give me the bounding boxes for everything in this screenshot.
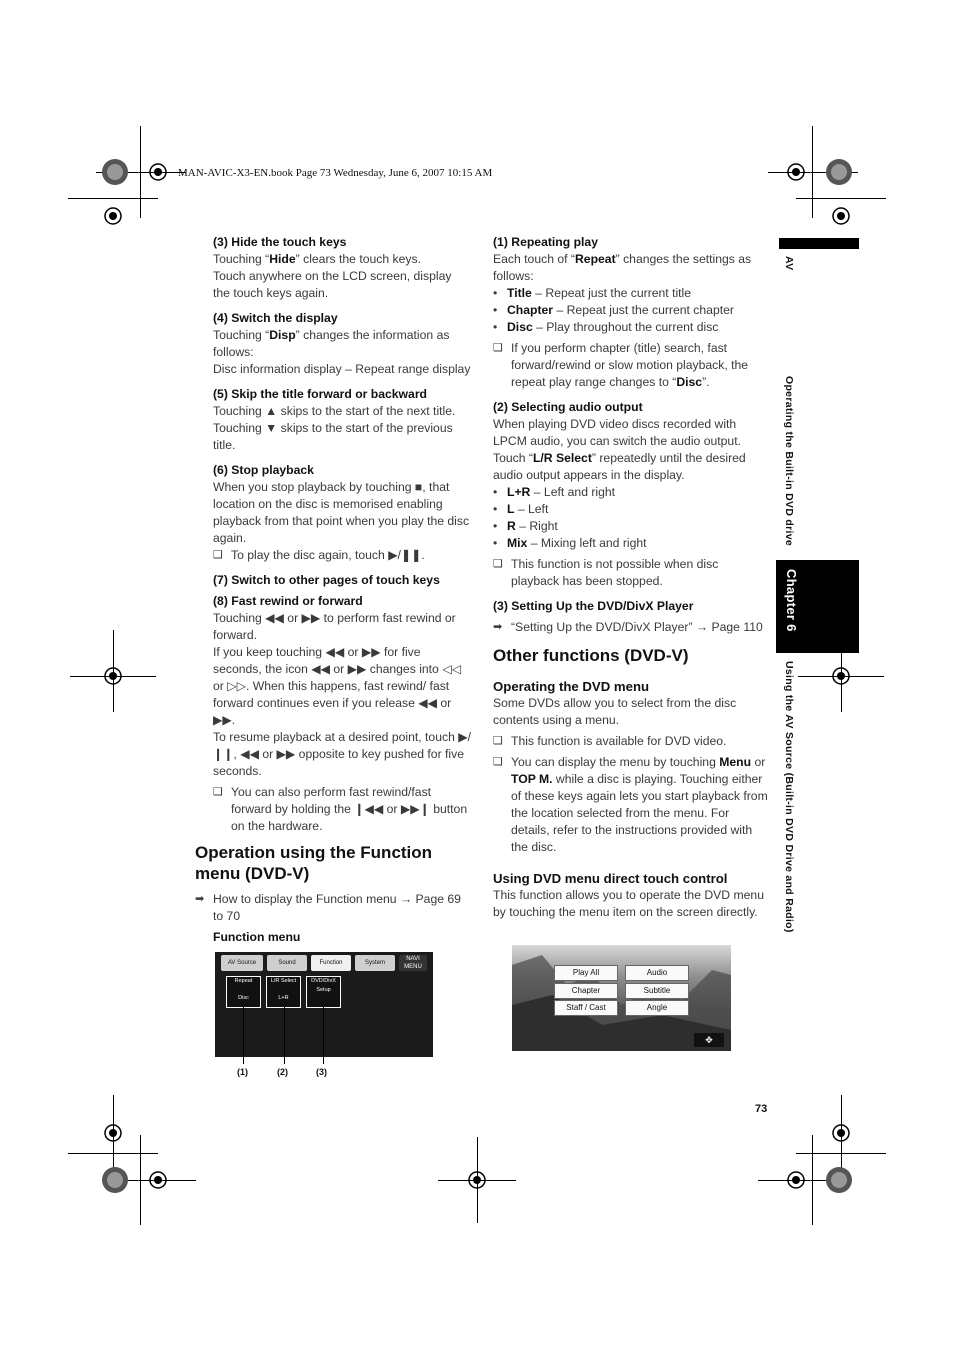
callout-label: (2) <box>277 1067 288 1077</box>
crosshair-icon <box>784 1168 808 1192</box>
section-heading: (7) Switch to other pages of touch keys <box>213 573 440 587</box>
subsection-title: Using DVD menu direct touch control <box>493 871 728 886</box>
note-icon: ❑ <box>213 786 223 798</box>
registration-mark-icon <box>100 1165 130 1195</box>
section-heading: (5) Skip the title forward or backward <box>213 387 428 401</box>
tab-system[interactable]: System <box>355 955 395 971</box>
side-av-label: AV <box>783 256 795 271</box>
play-pause-icon: ▶/❚❚ <box>388 548 422 562</box>
note-icon: ❑ <box>493 735 503 747</box>
callout-line <box>284 1006 285 1064</box>
direction-pad-icon[interactable]: ✥ <box>694 1033 724 1047</box>
left-column: (3) Hide the touch keys Touching “Hide” clears the touch keys. Touch anywhere on the LCD screen, display the touch keys again. (4) Switch the display Touching “Disp” changes the information as follows: Disc information display – Repeat range display (5) Skip the title forward or backward Touching ▲ skips to the start of the next title. Touching ▼ skips to the start of the previous title. (6) Stop playback When you stop playback by touching ■, that location on the disc is memorised enabling playback from that point when you play the disc again. ❑ To play the disc again, touch ▶/❚❚. (7) Switch to other pages of touch keys (8) Fast rewind or forward Touching ◀◀ or ▶▶ to perform fast rewind or forward. If you keep touching ◀◀ or ▶▶ for five seconds, the icon ◀◀ or ▶▶ changes into ◁◁ or ▷▷. When this happens, fast rewind/ fast forward continues even if you release ◀◀ or ▶▶. To resume playback at a desired point, touch ▶/❙❙, ◀◀ or ▶▶ opposite to key pushed for five seconds. ❑ You can also perform fast rewind/fast forward by holding the ❙◀◀ or ▶▶❙ button on the hardware. <box>213 235 472 833</box>
crop-mark <box>68 198 158 199</box>
body-text: Some DVDs allow you to select from the disc contents using a menu. <box>493 696 737 727</box>
callout-line <box>243 1006 244 1064</box>
crosshair-icon <box>146 160 170 184</box>
navi-menu-button[interactable]: NAVI MENU <box>399 955 427 971</box>
note-icon: ❑ <box>213 549 223 561</box>
crop-mark <box>796 198 886 199</box>
audio-button[interactable]: Audio <box>625 965 689 981</box>
note-icon: ❑ <box>493 342 503 354</box>
file-header: MAN-AVIC-X3-EN.book Page 73 Wednesday, June 6, 2007 10:15 AM <box>178 167 493 179</box>
crosshair-icon <box>101 204 125 228</box>
body-text: This function allows you to operate the DVD menu by touching the menu item on the screen directly. <box>493 888 764 919</box>
section-title: Operation using the Function menu (DVD-V) <box>195 843 433 883</box>
body-text: To resume playback at a desired point, touch ▶/❙❙, ◀◀ or ▶▶ opposite to key pushed for five seconds. <box>213 730 472 778</box>
section-heading: (4) Switch the display <box>213 311 338 325</box>
reference-arrow-icon: ➡ <box>493 621 503 633</box>
section-heading: (3) Hide the touch keys <box>213 235 347 249</box>
crosshair-icon <box>146 1168 170 1192</box>
page-number: 73 <box>755 1103 768 1115</box>
lr-select-key[interactable]: L/R Select L+R <box>266 976 301 1008</box>
crosshair-icon <box>829 204 853 228</box>
callout-label: (1) <box>237 1067 248 1077</box>
function-menu-title: Function menu <box>213 930 301 944</box>
repeat-key[interactable]: Repeat Disc <box>226 976 261 1008</box>
crosshair-icon <box>465 1168 489 1192</box>
callout-line <box>323 1006 324 1064</box>
section-heading: (8) Fast rewind or forward <box>213 594 363 608</box>
reference-arrow-icon: ➡ <box>195 893 205 905</box>
tab-function[interactable]: Function <box>311 955 351 971</box>
crosshair-icon <box>101 664 125 688</box>
down-arrow-icon: ▼ <box>265 421 278 435</box>
callout-label: (3) <box>316 1067 327 1077</box>
stop-icon: ■ <box>414 480 423 494</box>
op-section: Operation using the Function menu (DVD-V) ➡ How to display the Function menu → Page 69 to 70 <box>195 842 470 925</box>
section-heading: (1) Repeating play <box>493 235 598 249</box>
registration-mark-icon <box>824 157 854 187</box>
section-title: Other functions (DVD-V) <box>493 646 689 665</box>
side-section-label: Operating the Built-in DVD drive <box>783 376 795 547</box>
section-heading: (6) Stop playback <box>213 463 314 477</box>
body-text: Touching ◀◀ or ▶▶ to perform fast rewind or forward. <box>213 611 456 642</box>
body-text: If you keep touching ◀◀ or ▶▶ for five seconds, the icon ◀◀ or ▶▶ changes into ◁◁ or ▷▷. When this happens, fast rewind/ fast forward continues even if you release ◀◀ or ▶▶. <box>213 645 461 727</box>
section-heading: (3) Setting Up the DVD/DivX Player <box>493 599 694 613</box>
play-all-button[interactable]: Play All <box>554 965 618 981</box>
subtitle-button[interactable]: Subtitle <box>625 983 689 999</box>
side-tab-bar <box>779 238 859 249</box>
dvd-menu-screen <box>512 945 731 1051</box>
function-menu-screen <box>215 952 433 1057</box>
angle-button[interactable]: Angle <box>625 1000 689 1016</box>
registration-mark-icon <box>824 1165 854 1195</box>
chapter-button[interactable]: Chapter <box>554 983 618 999</box>
chapter-label: Chapter 6 <box>784 569 799 632</box>
dvd-divx-setup-key[interactable]: DVD/DivX Setup <box>306 976 341 1008</box>
right-column: (1) Repeating play Each touch of “Repeat” changes the settings as follows: • Title – Repeat just the current title • Chapter – Repeat just the current chapter • Disc – Play throughout the current disc ❑ If you perform chapter (title) search, fast forward/rewind or slow motion playback, the repeat play range changes to “Disc”. (2) Selecting audio output When playing DVD video discs recorded with LPCM audio, you can switch the audio output. Touch “L/R Select” repeatedly until the desired audio output appears in the display. • L+R – Left and right • L – Left • R – Right • Mix – Mixing left and right ❑ This function is not possible when disc playback has been stopped. (3) Setting Up the DVD/DivX Player ➡ “Setting Up the DVD/DivX Player” → Page 110 <box>493 234 769 636</box>
tab-av-source[interactable]: AV Source <box>221 955 263 971</box>
crosshair-icon <box>829 664 853 688</box>
staff-cast-button[interactable]: Staff / Cast <box>554 1000 618 1016</box>
other-functions: Other functions (DVD-V) Operating the DVD menu Some DVDs allow you to select from the disc contents using a menu. ❑ This function is available for DVD video. ❑ You can display the menu by touching Menu or TOP M. while a disc is playing. Touching either of these keys again lets you start playback from the location selected from the menu. For details, refer to the instructions provided with the disc. Using DVD menu direct touch control This function allows you to operate the DVD menu by touching the menu item on the screen directly. <box>493 646 768 919</box>
subsection-title: Operating the DVD menu <box>493 679 650 694</box>
registration-mark-icon <box>100 157 130 187</box>
note-icon: ❑ <box>493 558 503 570</box>
body-text: Touch anywhere on the LCD screen, display the touch keys again. <box>213 269 452 300</box>
up-arrow-icon: ▲ <box>265 404 278 418</box>
crosshair-icon <box>784 160 808 184</box>
body-text: Disc information display – Repeat range display <box>213 362 471 376</box>
crosshair-icon <box>101 1121 125 1145</box>
tab-sound[interactable]: Sound <box>267 955 307 971</box>
crosshair-icon <box>829 1121 853 1145</box>
chapter-title: Using the AV Source (Built-in DVD Drive and Radio) <box>783 661 795 933</box>
section-heading: (2) Selecting audio output <box>493 400 643 414</box>
note-icon: ❑ <box>493 756 503 768</box>
